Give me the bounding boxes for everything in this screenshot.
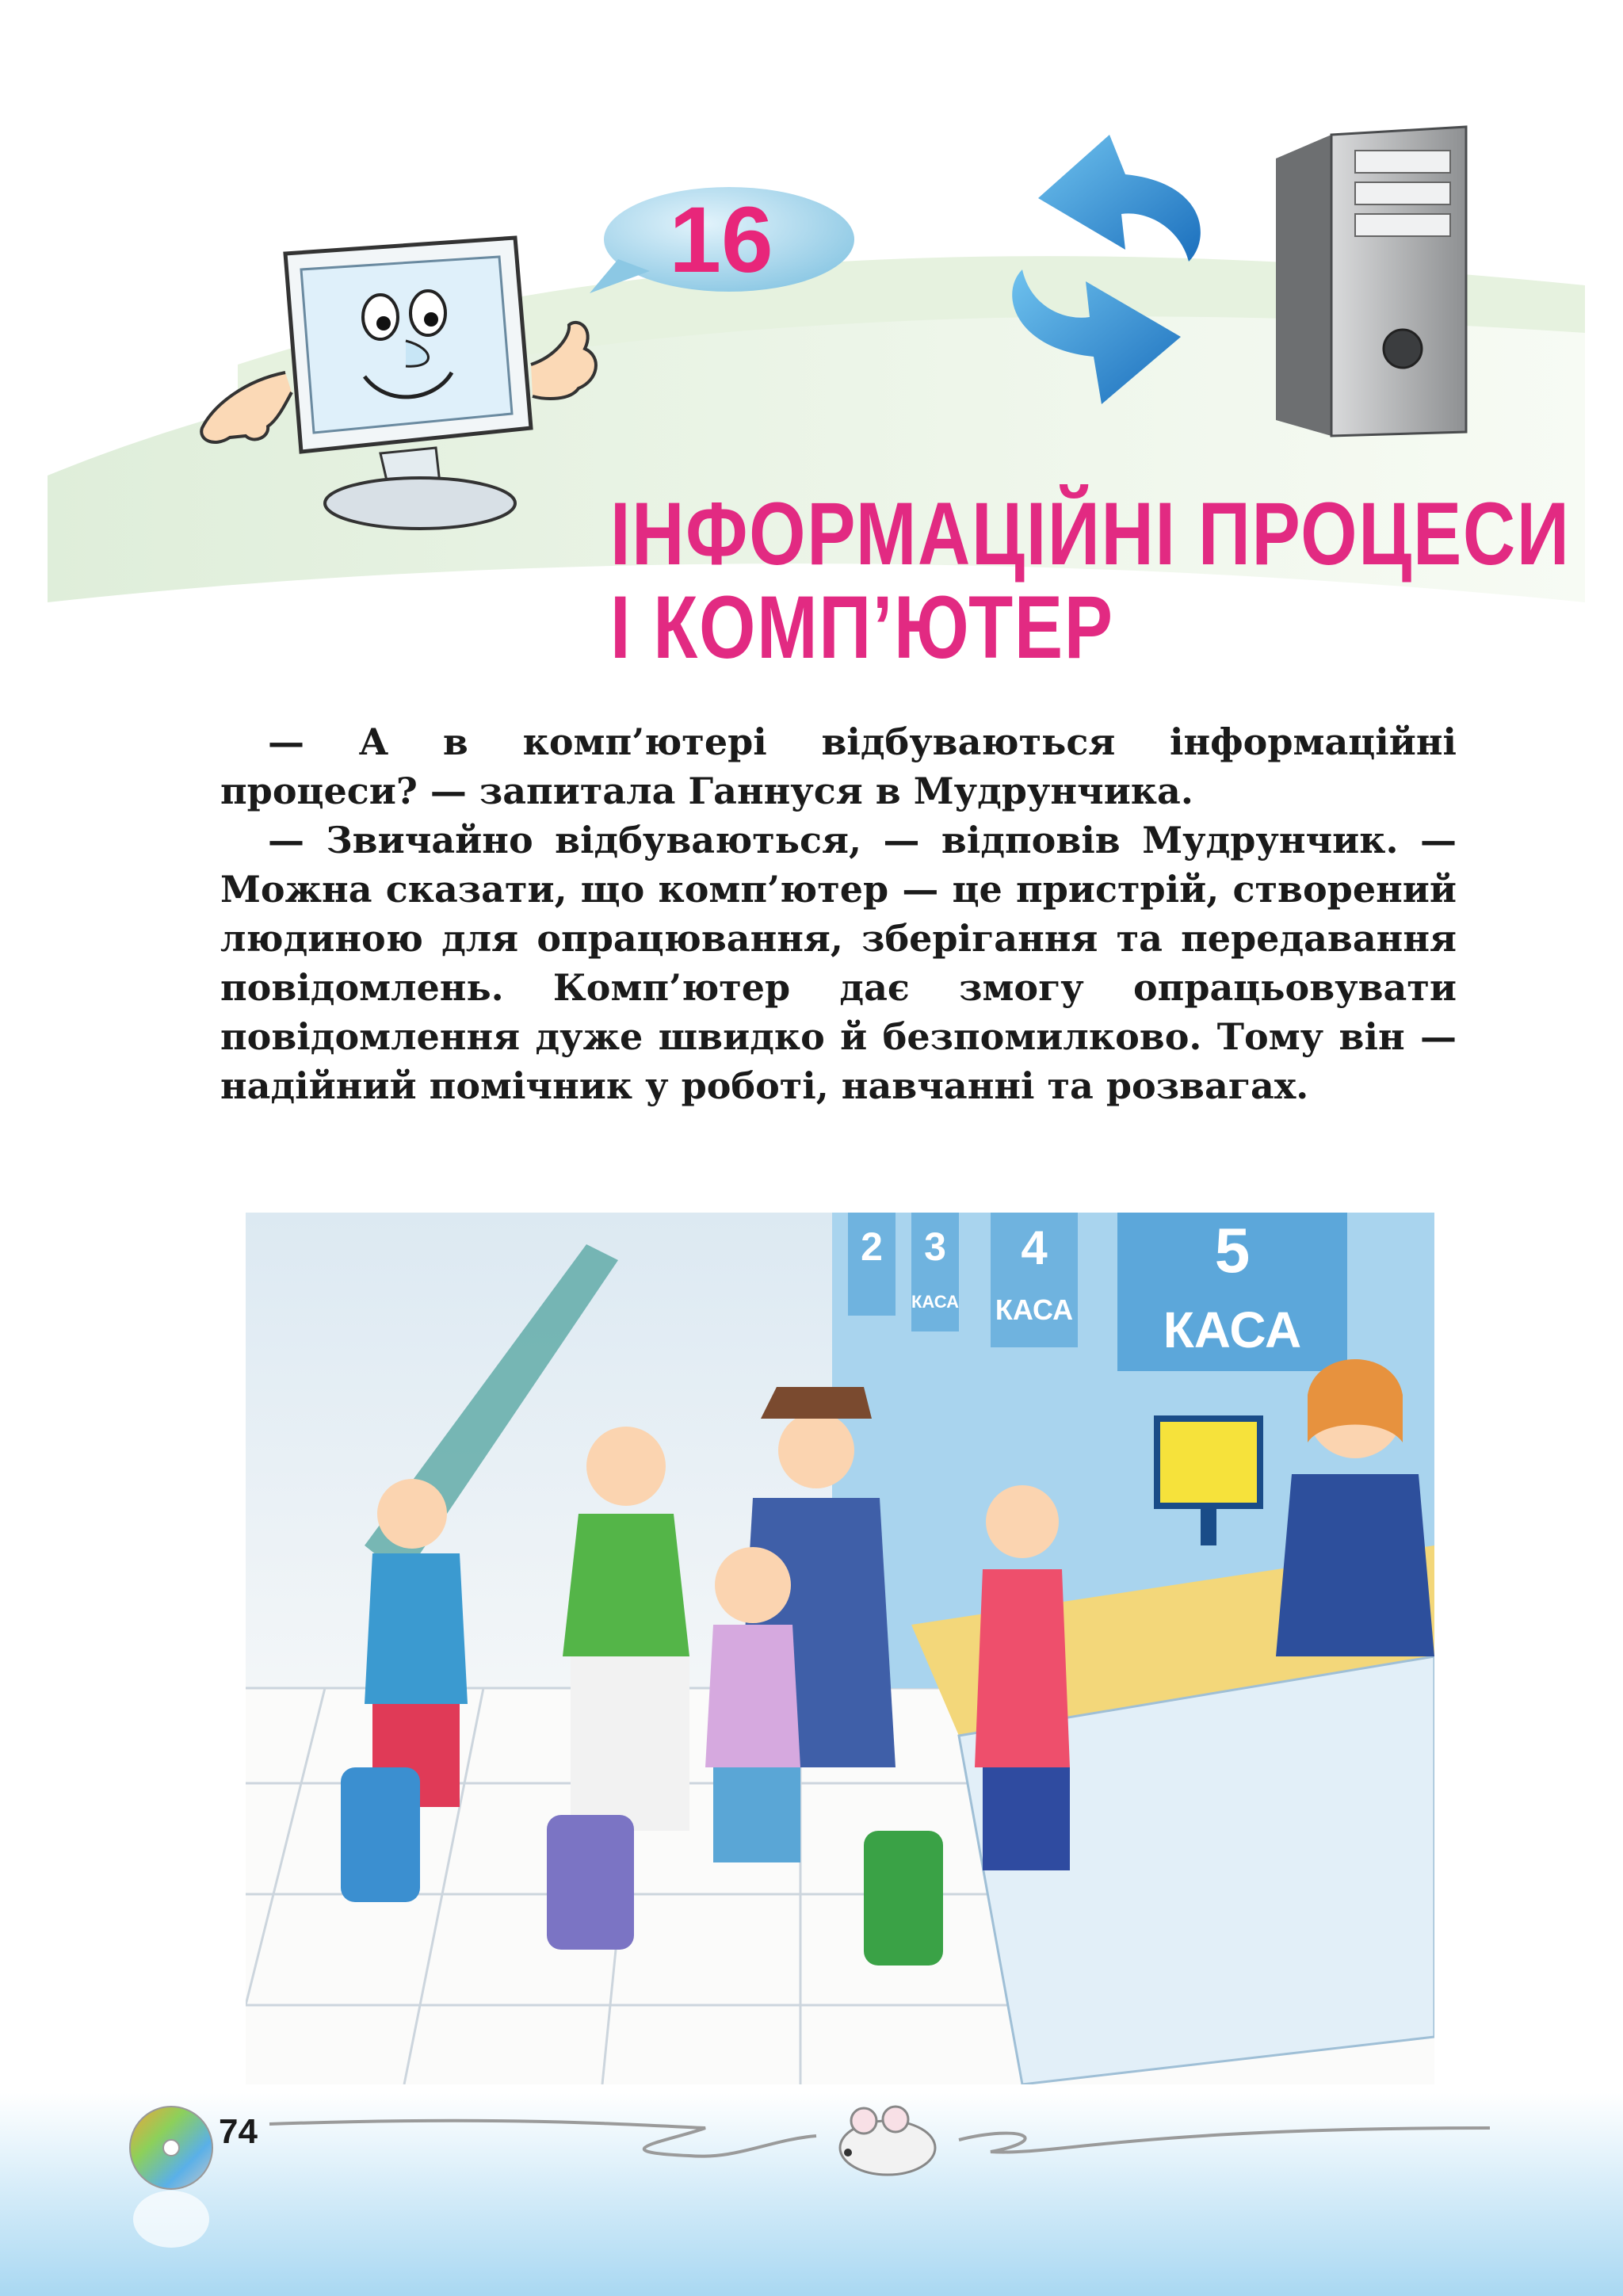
title-line-2: І КОМП’ЮТЕР (610, 578, 1114, 677)
body-text (220, 717, 1457, 1110)
paragraph: — А в комп’ютері відбуваються інформаційні процеси? — запитала Ганнуся в Мудрунчика. (220, 720, 1457, 812)
page-title (610, 484, 1571, 677)
sign-number: 4 (1021, 1221, 1048, 1274)
sign-label: КАСА (1163, 1301, 1302, 1358)
sign-number: 2 (861, 1224, 883, 1269)
page-number: 74 (219, 2112, 258, 2151)
mouse-divider (262, 2092, 1498, 2187)
pc-tower-icon (1268, 119, 1474, 452)
ticket-office-illustration (246, 1213, 1434, 2084)
sign-label: КАСА (911, 1292, 959, 1312)
title-line-1: ІНФОРМАЦІЙНІ ПРОЦЕСИ (610, 484, 1571, 583)
monitor-mascot-icon (198, 230, 610, 547)
exchange-arrows-icon (951, 119, 1268, 420)
chapter-number: 16 (669, 188, 773, 292)
cd-disc-icon (125, 2100, 220, 2259)
sign-number: 5 (1214, 1215, 1251, 1286)
sign-label: КАСА (995, 1293, 1074, 1326)
paragraph: — Звичайно відбуваються, — відповів Мудрунчик. — Можна сказати, що комп’ютер — це пристрій, створений людиною для опрацювання, зберігання та передавання повідомлень. Комп’ютер дає змогу опрацьовувати повідомлення дуже швидко й безпомилково. Тому він — надійний помічник у роботі, навчанні та розвагах. (220, 819, 1457, 1107)
sign-number: 3 (924, 1224, 946, 1269)
